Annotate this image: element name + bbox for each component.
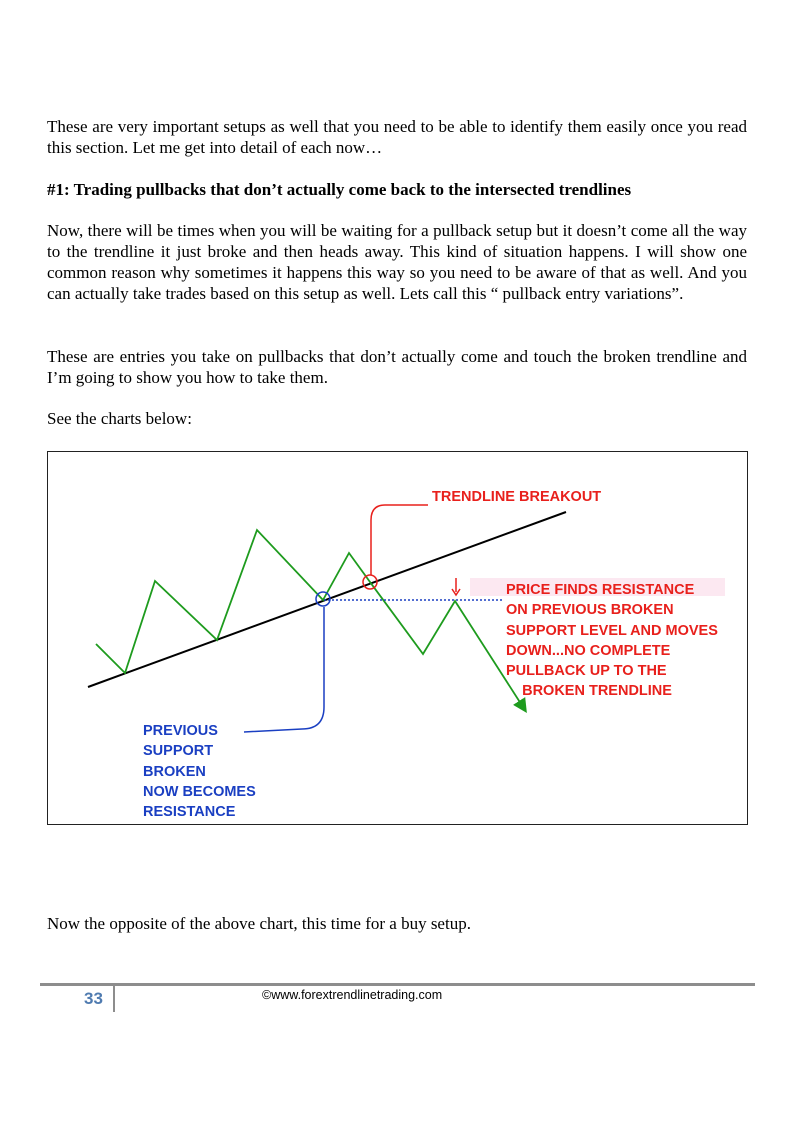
page-number: 33 xyxy=(84,989,103,1008)
price-path xyxy=(96,530,523,707)
intro-paragraph: These are very important setups as well that you need to be able to identify them easily once you read this section. Let me get into detail of each now… xyxy=(47,117,747,157)
previous-support-label: PREVIOUS SUPPORT BROKEN NOW BECOMES RESISTANCE xyxy=(143,723,256,821)
resistance-explanation-label: PRICE FINDS RESISTANCE ON PREVIOUS BROKEN SUPPORT LEVEL AND MOVES DOWN...NO COMPLETE PULLBACK UP TO THE BROKEN TRENDLINE xyxy=(506,580,718,702)
footer-divider xyxy=(113,986,115,1012)
pullback-chart-figure xyxy=(47,451,748,825)
breakout-connector xyxy=(371,505,428,575)
closing-paragraph: Now the opposite of the above chart, this time for a buy setup. xyxy=(47,914,471,933)
footer-website: ©www.forextrendlinetrading.com xyxy=(262,988,443,1002)
section-heading: #1: Trading pullbacks that don’t actually come back to the intersected trendlines xyxy=(47,180,632,199)
body-paragraph-1: Now, there will be times when you will be waiting for a pullback setup but it doesn’t come all the way to the trendline it just broke and then heads away. This kind of situation happens. I will show one common reason why sometimes it happens this way so you need to be aware of that as well. And you can actually take trades based on this setup as well. Lets call this “ pullback entry variations”. xyxy=(47,221,747,303)
see-charts-text: See the charts below: xyxy=(47,409,192,428)
footer-rule xyxy=(40,983,755,986)
body-paragraph-2: These are entries you take on pullbacks that don’t actually come and touch the broken trendline and I’m going to show you how to take them. xyxy=(47,347,747,387)
trendline-breakout-label: TRENDLINE BREAKOUT xyxy=(432,489,602,505)
